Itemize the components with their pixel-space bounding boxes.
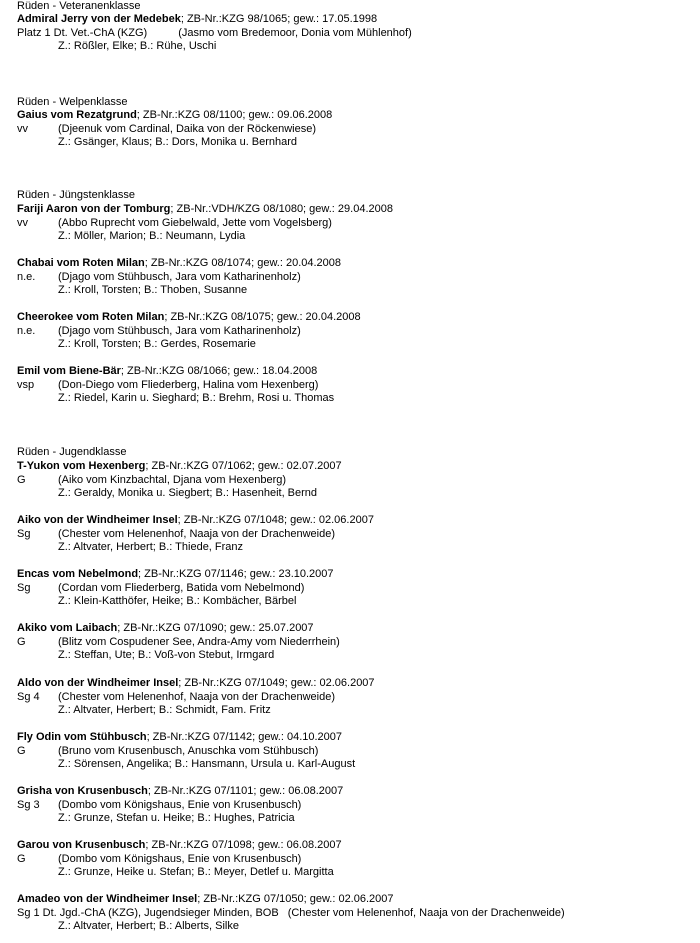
registry-info: ; ZB-Nr.:KZG 07/1090; gew.: 25.07.2007 [117,622,314,634]
dog-name: Admiral Jerry von der Medebek [17,13,181,25]
rating: G [17,635,26,648]
registry-info: ; ZB-Nr.:KZG 08/1075; gew.: 20.04.2008 [164,311,361,323]
breeder-owner: Z.: Steffan, Ute; B.: Voß-von Stebut, Irmgard [58,649,275,661]
dog-entry [17,893,697,934]
dog-name: Emil vom Biene-Bär [17,365,121,377]
rating: Sg 3 [17,798,40,811]
breeder-owner: Z.: Klein-Katthöfer, Heike; B.: Kombächer, Bärbel [58,595,297,607]
parents: (Djago vom Stühbusch, Jara vom Katharinenholz) [58,324,301,337]
breeder-owner: Z.: Rößler, Elke; B.: Rühe, Uschi [58,40,217,52]
rating: Sg 4 [17,690,40,703]
entry-header-line [17,365,697,379]
breeder-owner: Z.: Grunze, Heike u. Stefan; B.: Meyer, Detlef u. Margitta [58,866,334,878]
registry-info: ; ZB-Nr.:KZG 07/1146; gew.: 23.10.2007 [138,568,334,580]
entry-header-line [17,677,697,691]
entry-rating-line [17,853,697,867]
breeder-owner: Z.: Grunze, Stefan u. Heike; B.: Hughes, Patricia [58,812,295,824]
dog-entry [17,13,697,54]
registry-info: ; ZB-Nr.:KZG 08/1066; gew.: 18.04.2008 [120,365,318,377]
rating: Sg [17,527,31,540]
dog-entry [17,365,697,406]
dog-name: Aiko von der Windheimer Insel [17,514,178,526]
class-heading: Rüden - Jugendklasse [17,446,127,458]
class-heading: Rüden - Veteranenklasse [17,0,141,12]
class-heading: Rüden - Welpenklasse [17,96,128,108]
rating: Sg 1 Dt. Jgd.-ChA (KZG), Jugendsieger Minden, BOB [17,906,279,919]
breeder-owner: Z.: Altvater, Herbert; B.: Thiede, Franz [58,541,244,553]
dog-entry [17,460,697,501]
entry-rating-line [17,271,697,285]
parents: (Cordan vom Fliederberg, Batida vom Nebelmond) [58,581,305,594]
entry-rating-line [17,636,697,650]
dog-entry [17,731,697,772]
breeder-owner: Z.: Riedel, Karin u. Sieghard; B.: Brehm, Rosi u. Thomas [58,392,335,404]
dog-name: Fariji Aaron von der Tomburg [17,203,171,215]
dog-entry [17,109,697,150]
entry-header-line [17,109,697,123]
entry-rating-line [17,528,697,542]
parents: (Dombo vom Königshaus, Enie von Krusenbusch) [58,852,302,865]
entry-rating-line [17,799,697,813]
rating: n.e. [17,324,36,337]
dog-name: Chabai vom Roten Milan [17,257,145,269]
parents: (Bruno vom Krusenbusch, Anuschka vom Stühbusch) [58,744,319,757]
rating: n.e. [17,270,36,283]
rating: vv [17,122,28,135]
parents: (Aiko vom Kinzbachtal, Djana vom Hexenberg) [58,473,287,486]
rating: G [17,473,26,486]
parents: (Chester vom Helenenhof, Naaja von der Drachenweide) [58,690,335,703]
registry-info: ; ZB-Nr.:KZG 07/1142; gew.: 04.10.2007 [146,731,343,743]
entry-header-line [17,514,697,528]
entry-header-line [17,731,697,745]
entry-header-line [17,893,697,907]
dog-entry [17,677,697,718]
dog-entry [17,311,697,352]
rating: G [17,744,26,757]
registry-info: ; ZB-Nr.:VDH/KZG 08/1080; gew.: 29.04.2008 [170,203,393,215]
entry-header-line [17,257,697,271]
registry-info: ; ZB-Nr.:KZG 08/1074; gew.: 20.04.2008 [144,257,342,269]
parents: (Chester vom Helenenhof, Naaja von der Drachenweide) [287,906,565,919]
parents: (Chester vom Helenenhof, Naaja von der Drachenweide) [58,527,335,540]
dog-name: Fly Odin vom Stühbusch [17,731,147,743]
breeder-owner: Z.: Kroll, Torsten; B.: Thoben, Susanne [58,284,248,296]
dog-name: Aldo von der Windheimer Insel [17,677,179,689]
parents: (Don-Diego vom Fliederberg, Halina vom Hexenberg) [58,378,319,391]
entry-rating-line [17,907,697,921]
breeder-owner: Z.: Altvater, Herbert; B.: Schmidt, Fam. Fritz [58,704,271,716]
parents: (Blitz vom Cospudener See, Andra-Amy vom Niederrhein) [58,635,340,648]
dog-entry [17,203,697,244]
entry-rating-line [17,745,697,759]
breeder-owner: Z.: Gsänger, Klaus; B.: Dors, Monika u. Bernhard [58,136,298,148]
parents: (Abbo Ruprecht vom Giebelwald, Jette vom Vogelsberg) [58,216,332,229]
registry-info: ; ZB-Nr.:KZG 98/1065; gew.: 17.05.1998 [180,13,378,25]
parents: (Dombo vom Königshaus, Enie von Krusenbusch) [58,798,302,811]
entry-rating-line [17,582,697,596]
entry-rating-line [17,217,697,231]
dog-entry [17,622,697,663]
dog-name: Encas vom Nebelmond [17,568,139,580]
registry-info: ; ZB-Nr.:KZG 07/1048; gew.: 02.06.2007 [177,514,374,526]
rating: Platz 1 Dt. Vet.-ChA (KZG) [17,26,148,39]
entry-header-line [17,460,697,474]
dog-name: Akiko vom Laibach [17,622,118,634]
breeder-owner: Z.: Möller, Marion; B.: Neumann, Lydia [58,230,246,242]
parents: (Djago vom Stühbusch, Jara vom Katharinenholz) [58,270,301,283]
dog-name: Cheerokee vom Roten Milan [17,311,165,323]
rating: G [17,852,26,865]
entry-header-line [17,311,697,325]
dog-entry [17,568,697,609]
entry-header-line [17,785,697,799]
class-heading: Rüden - Jüngstenklasse [17,189,136,201]
entry-header-line [17,839,697,853]
dog-name: Garou von Krusenbusch [17,839,146,851]
entry-header-line [17,568,697,582]
rating: vsp [17,378,35,391]
registry-info: ; ZB-Nr.:KZG 07/1101; gew.: 06.08.2007 [147,785,344,797]
entry-header-line [17,622,697,636]
registry-info: ; ZB-Nr.:KZG 07/1050; gew.: 02.06.2007 [197,893,394,905]
registry-info: ; ZB-Nr.:KZG 07/1098; gew.: 06.08.2007 [145,839,342,851]
breeder-owner: Z.: Geraldy, Monika u. Siegbert; B.: Hasenheit, Bernd [58,487,318,499]
registry-info: ; ZB-Nr.:KZG 07/1062; gew.: 02.07.2007 [145,460,342,472]
parents: (Jasmo vom Bredemoor, Donia vom Mühlenhof) [178,26,412,39]
entry-rating-line [17,27,697,41]
entry-rating-line [17,691,697,705]
breeder-owner: Z.: Sörensen, Angelika; B.: Hansmann, Ursula u. Karl-August [58,758,356,770]
rating: vv [17,216,28,229]
breeder-owner: Z.: Kroll, Torsten; B.: Gerdes, Rosemarie [58,338,256,350]
entry-header-line [17,13,697,27]
dog-name: Grisha von Krusenbusch [17,785,148,797]
dog-entry [17,839,697,880]
dog-entry [17,785,697,826]
dog-entry [17,257,697,298]
registry-info: ; ZB-Nr.:KZG 08/1100; gew.: 09.06.2008 [136,109,333,121]
dog-name: Amadeo von der Windheimer Insel [17,893,198,905]
entry-rating-line [17,325,697,339]
entry-header-line [17,203,697,217]
dog-entry [17,514,697,555]
entry-rating-line [17,123,697,137]
registry-info: ; ZB-Nr.:KZG 07/1049; gew.: 02.06.2007 [178,677,375,689]
entry-rating-line [17,474,697,488]
rating: Sg [17,581,31,594]
dog-name: Gaius vom Rezatgrund [17,109,137,121]
dog-name: T-Yukon vom Hexenberg [17,460,146,472]
parents: (Djeenuk vom Cardinal, Daika von der Röckenwiese) [58,122,317,135]
breeder-owner: Z.: Altvater, Herbert; B.: Alberts, Silke [58,920,239,932]
entry-rating-line [17,379,697,393]
